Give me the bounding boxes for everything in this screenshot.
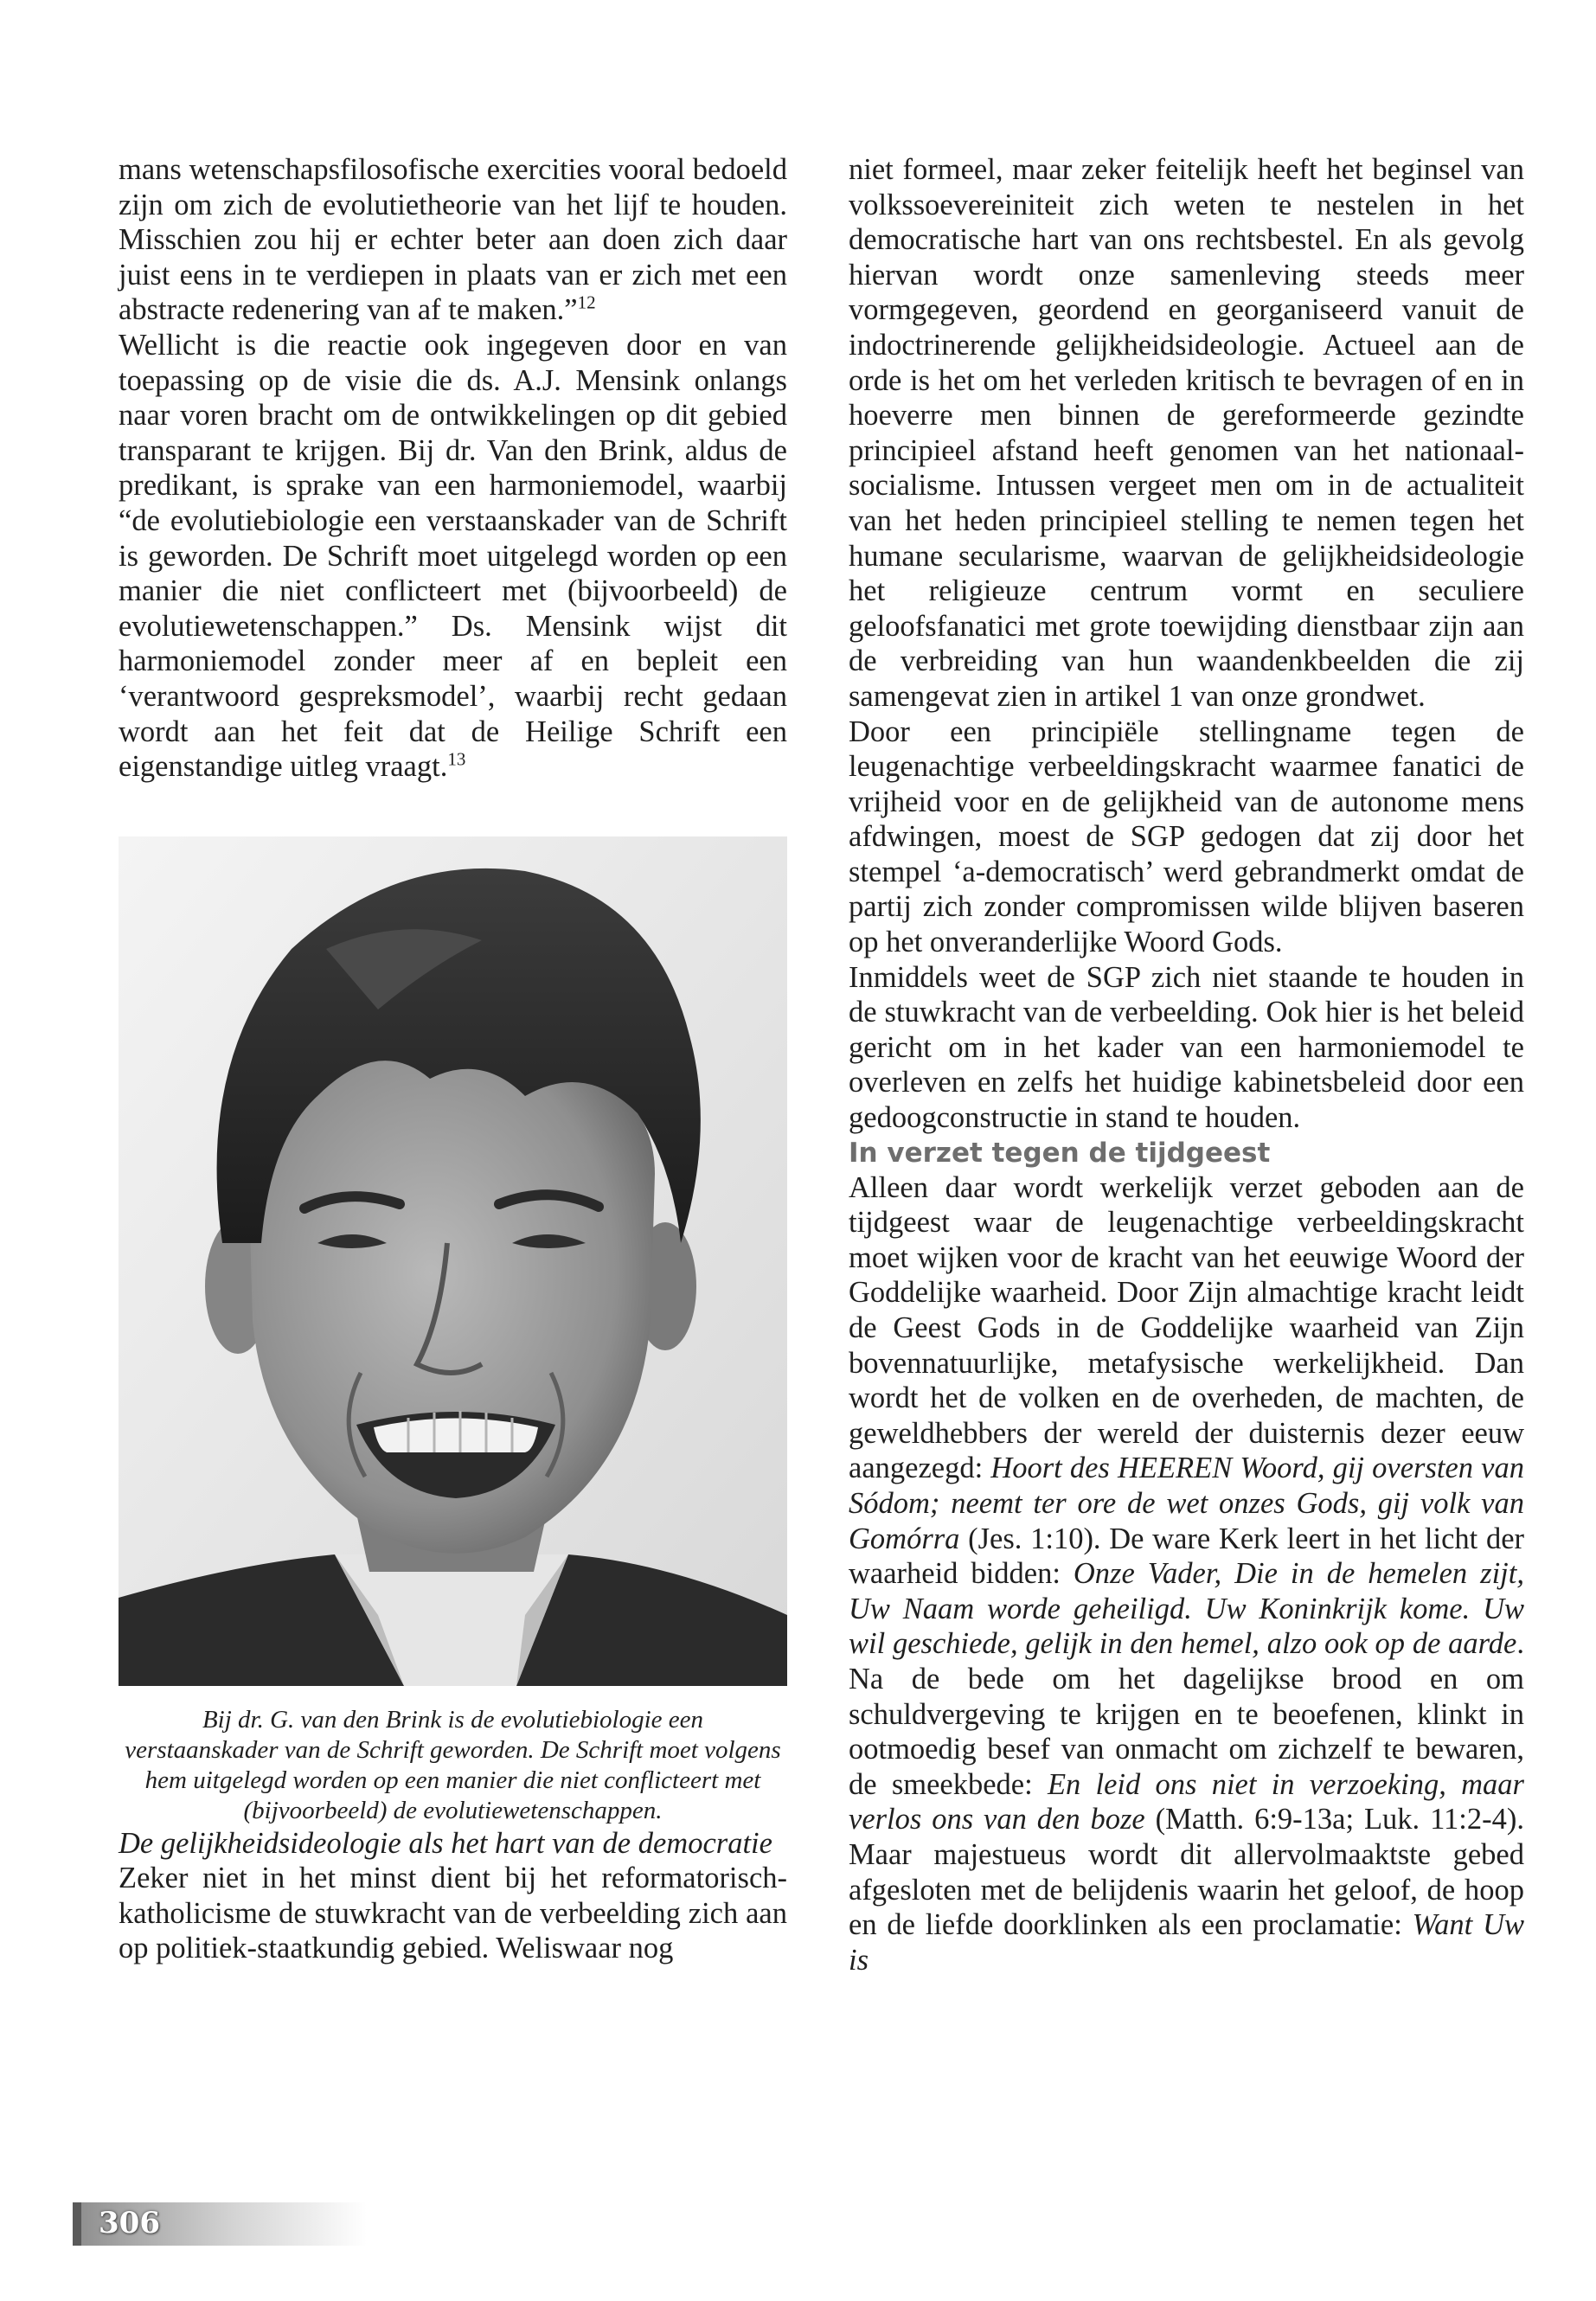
right-paragraph-1: niet formeel, maar zeker feitelijk heeft het beginsel van volkssoevereiniteit zich weten te nestelen in het democratische hart van ons rechtsbestel. En als gevolg hiervan wordt onze samenleving steeds meer vormgegeven, geordend en georganiseerd vanuit de indoctrinerende gelijkheidsideologie. Actueel aan de orde is het om het verleden kritisch te bevragen of en in hoeverre men binnen de gereformeerde gezindte principieel afstand heeft genomen van het nationaal-socialisme. Intussen vergeet men om in de actualiteit van het heden principieel stelling te nemen tegen het humane secularisme, waarvan de gelijkheidsideologie het religieuze centrum vormt en seculiere geloofsfanatici met grote toewijding dienstbaar zijn aan de verbreiding van hun waandenkbeelden die zij samengevat zien in artikel 1 van onze grondwet. (849, 153, 1524, 713)
left-column (119, 152, 787, 1966)
portrait-photo (119, 836, 787, 1686)
right-column (849, 152, 1524, 1977)
page-number: 306 (99, 2206, 160, 2240)
right-paragraph-4: Alleen daar wordt werkelijk verzet geboden aan de tijdgeest waar de leugenachtige verbeeldingskracht moet wijken voor de kracht van het eeuwige Woord der Goddelijke waarheid. Door Zijn almachtige kracht leidt de Geest Gods in de Goddelijke waarheid van Zijn bovennatuurlijke, metafysische werkelijkheid. Dan wordt het de volken en de overheden, de machten, de geweldhebbers der wereld der duisternis dezer eeuw aangezegd: Hoort des HEEREN Woord, gij oversten van Sódom; neemt ter ore de wet onzes Gods, gij volk van Gomórra (Jes. 1:10). De ware Kerk leert in het licht der waarheid bidden: Onze Vader, Die in de hemelen zijt, Uw Naam worde geheiligd. Uw Koninkrijk kome. Uw wil geschiede, gelijk in den hemel, alzo ook op de aarde. Na de bede om het dagelijkse brood en om schuldvergeving te krijgen en te beoefenen, klinkt in ootmoedig besef van onmacht om zichzelf te bewaren, de smeekbede: En leid ons niet in verzoeking, maar verlos ons van den boze (Matth. 6:9-13a; Luk. 11:2-4). Maar majestueus wordt dit allervolmaaktste gebed afgesloten met de belijdenis waarin het geloof, de hoop en de liefde doorklinken als een proclamatie: Want Uw is (849, 1170, 1524, 1977)
right-paragraph-3: Inmiddels weet de SGP zich niet staande te houden in de stuwkracht van de verbeelding. Ook hier is het beleid gericht om in het kader van een harmoniemodel te overleven en zelfs het huidige kabinetsbeleid door een gedoogconstructie in stand te houden. (849, 960, 1524, 1135)
footnote-ref: 12 (577, 292, 596, 313)
photo-caption: Bij dr. G. van den Brink is de evolutiebiologie een verstaanskader van de Schrift geworden. De Schrift moet volgens hem uitgelegd worden op een manier die niet conflicteert met (bijvoorbeeld) de evolutiewetenschappen. (125, 1705, 781, 1824)
left-subheading: De gelijkheidsideologie als het hart van de democratie (119, 1826, 772, 1860)
left-paragraph-2: Zeker niet in het minst dient bij het reformatorisch-katholicisme de stuwkracht van de verbeelding zich aan op politiek-staatkundig gebied. Weliswaar nog (119, 1862, 787, 1965)
page-number-tab (73, 2202, 367, 2246)
left-paragraph-1: mans wetenschapsfilosofische exercities vooral bedoeld zijn om zich de evolutietheorie van het lijf te houden. Misschien zou hij er echter beter aan doen zich daar juist eens in te verdiepen in plaats van er zich met een abstracte redenering van af te maken.”$^{12}$ Wellicht is die reactie ook ingegeven door en van toepassing op de visie die ds. A.J. Mensink onlangs naar voren bracht om de ontwikkelingen op dit gebied transparant te krijgen. Bij dr. Van den Brink, aldus de predikant, is sprake van een harmoniemodel, waarbij “de evolutiebiologie een verstaanskader van de Schrift is geworden. De Schrift moet uitgelegd worden op een manier die niet conflicteert met (bijvoorbeeld) de evolutiewetenschappen.” Ds. Mensink wijst dit harmoniemodel zonder meer af en bepleit een ‘verantwoord gespreksmodel’, waarbij recht gedaan wordt aan het feit dat de Heilige Schrift een eigenstandige uitleg vraagt.$^{13}$ (119, 153, 787, 784)
right-subheading: In verzet tegen de tijdgeest (849, 1137, 1271, 1169)
folio-bar (73, 2202, 81, 2246)
footnote-ref: 13 (447, 748, 466, 770)
right-paragraph-2: Door een principiële stellingname tegen de leugenachtige verbeeldingskracht waarmee fanatici de vrijheid voor en de gelijkheid van de autonome mens afdwingen, moest de SGP gedogen dat zij door het stempel ‘a-democratisch’ werd gebrandmerkt omdat de partij zich zonder compromissen wilde blijven baseren op het onveranderlijke Woord Gods. (849, 715, 1524, 959)
